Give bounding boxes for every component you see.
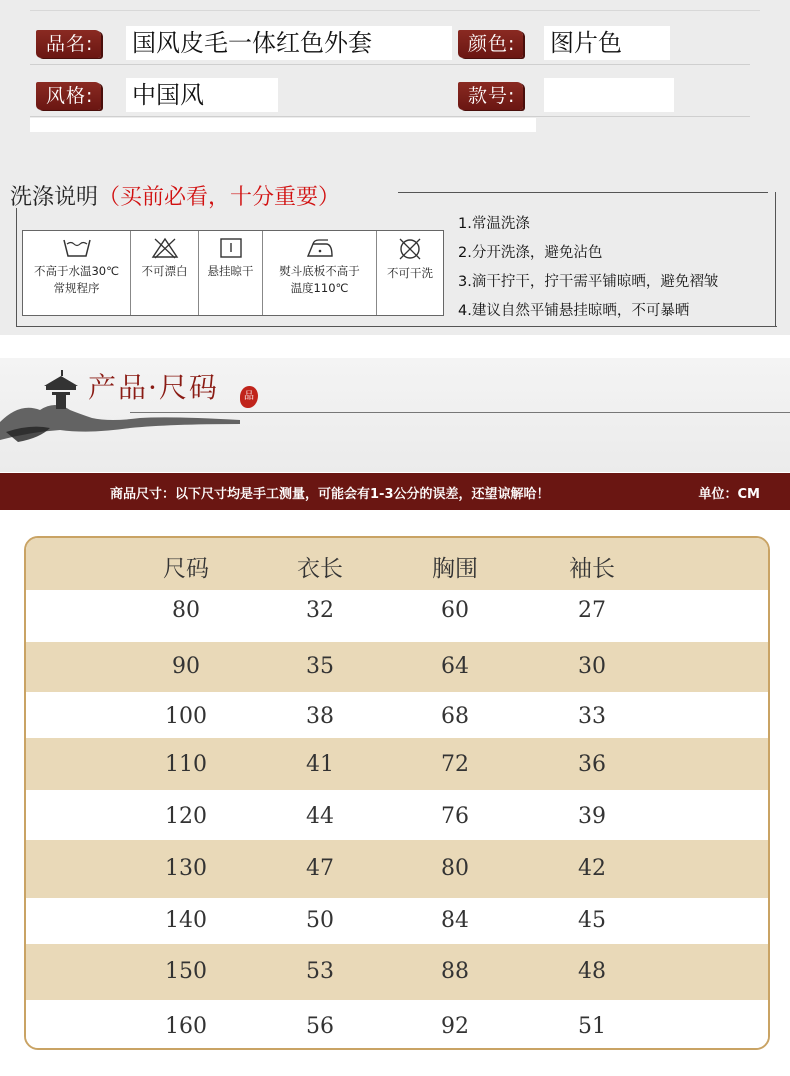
cell-length: 35 [306, 654, 334, 679]
cell-sleeve: 36 [578, 752, 606, 777]
cell-sleeve: 30 [578, 654, 606, 679]
care-caption: 悬挂晾干 [207, 264, 254, 278]
table-row [26, 642, 768, 692]
color-label: 颜色: [458, 30, 523, 58]
seal-stamp: 品 [240, 386, 258, 408]
cell-chest: 60 [441, 598, 469, 623]
cell-size: 90 [172, 654, 200, 679]
cell-chest: 92 [441, 1014, 469, 1039]
style-value: 中国风 [126, 78, 278, 112]
care-symbols [22, 230, 444, 316]
cell-length: 32 [306, 598, 334, 623]
table-row [26, 590, 768, 642]
cell-chest: 88 [441, 959, 469, 984]
note-item: 4.建议自然平铺悬挂晾晒，不可暴晒 [458, 303, 690, 319]
care-symbol-wash [23, 231, 131, 315]
care-symbol-dryclean [377, 231, 443, 315]
cell-length: 50 [306, 908, 334, 933]
cell-length: 44 [306, 804, 334, 829]
divider [30, 10, 760, 11]
name-label: 品名: [36, 30, 101, 58]
header-cell-sleeve: 袖长 [569, 556, 615, 582]
size-notice-text: 商品尺寸：以下尺寸均是手工测量，可能会有1-3公分的误差，还望谅解哈！ [110, 487, 550, 502]
cell-size: 110 [165, 752, 207, 777]
table-header-row [26, 538, 768, 590]
size-unit: 单位：CM [698, 487, 760, 502]
table-row [26, 1000, 768, 1048]
cell-chest: 76 [441, 804, 469, 829]
hang-dry-icon [219, 237, 243, 259]
no-bleach-icon [151, 237, 179, 259]
product-info-panel [0, 0, 790, 335]
care-symbol-iron [263, 231, 377, 315]
cell-chest: 64 [441, 654, 469, 679]
cell-size: 120 [165, 804, 207, 829]
model-label: 款号: [458, 82, 523, 110]
divider [30, 116, 750, 117]
cell-chest: 80 [441, 856, 469, 881]
table-row [26, 692, 768, 738]
cell-sleeve: 39 [578, 804, 606, 829]
cell-chest: 84 [441, 908, 469, 933]
note-item: 1.常温洗涤 [458, 216, 530, 232]
cell-chest: 68 [441, 704, 469, 729]
blank-patch [30, 118, 536, 132]
cell-length: 38 [306, 704, 334, 729]
table-row [26, 944, 768, 1000]
cell-length: 56 [306, 1014, 334, 1039]
header-cell-size: 尺码 [163, 556, 209, 582]
cell-length: 53 [306, 959, 334, 984]
model-value [544, 78, 674, 112]
cell-sleeve: 45 [578, 908, 606, 933]
cell-length: 41 [306, 752, 334, 777]
iron-icon [304, 237, 336, 259]
washing-title-note: （买前必看，十分重要） [98, 185, 341, 210]
cell-size: 130 [165, 856, 207, 881]
cell-sleeve: 33 [578, 704, 606, 729]
cell-sleeve: 51 [578, 1014, 606, 1039]
cell-size: 160 [165, 1014, 207, 1039]
header-cell-chest: 胸围 [432, 556, 478, 582]
header-cell-length: 衣长 [297, 556, 343, 582]
care-caption: 不高于水温30℃ 常规程序 [33, 264, 120, 295]
note-item: 3.滴干拧干，拧干需平铺晾晒，避免褶皱 [458, 274, 719, 290]
divider [398, 192, 768, 193]
divider [130, 412, 790, 413]
size-table [24, 536, 770, 1050]
no-dry-clean-icon [396, 237, 424, 261]
style-label: 风格: [36, 82, 101, 110]
size-section-title: 产品·尺码 [88, 371, 219, 404]
note-item: 2.分开洗涤，避免沾色 [458, 245, 603, 261]
cell-size: 140 [165, 908, 207, 933]
cell-size: 150 [165, 959, 207, 984]
divider [30, 64, 750, 65]
care-symbol-hang [199, 231, 263, 315]
washtub-icon [62, 237, 92, 259]
care-caption: 不可干洗 [387, 266, 433, 280]
table-row [26, 738, 768, 790]
cell-sleeve: 27 [578, 598, 606, 623]
cell-size: 100 [165, 704, 207, 729]
cell-length: 47 [306, 856, 334, 881]
care-caption: 熨斗底板不高于 温度110℃ [279, 264, 360, 295]
table-row [26, 840, 768, 898]
cell-sleeve: 42 [578, 856, 606, 881]
cell-sleeve: 48 [578, 959, 606, 984]
care-symbol-bleach [131, 231, 199, 315]
table-row [26, 790, 768, 840]
size-notice-bar [0, 473, 790, 510]
name-value: 国风皮毛一体红色外套 [126, 26, 452, 60]
washing-title [10, 180, 340, 211]
cell-chest: 72 [441, 752, 469, 777]
washing-notes [458, 210, 778, 326]
table-row [26, 898, 768, 944]
washing-title-text: 洗涤说明 [10, 185, 99, 210]
care-caption: 不可漂白 [141, 264, 188, 278]
cell-size: 80 [172, 598, 200, 623]
color-value: 图片色 [544, 26, 670, 60]
